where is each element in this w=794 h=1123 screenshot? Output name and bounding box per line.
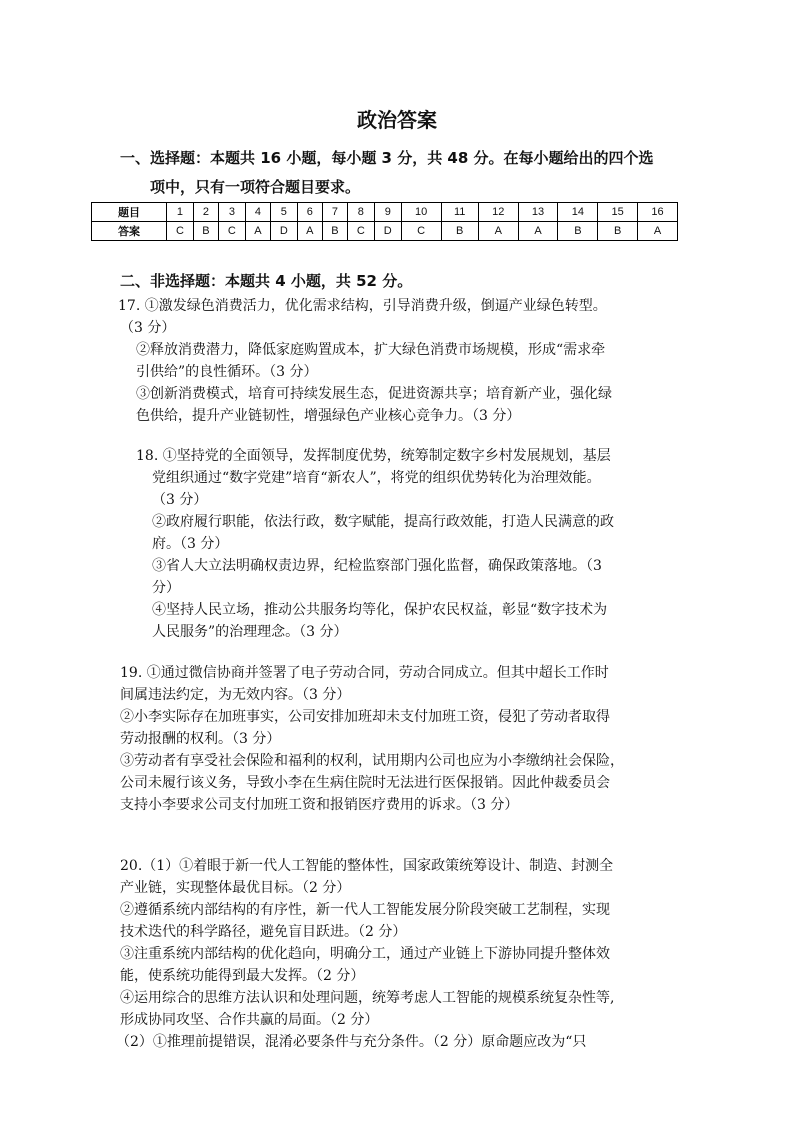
answer-cell: A <box>297 222 322 241</box>
answer-cell: D <box>270 222 297 241</box>
answer-cell: B <box>193 222 218 241</box>
answer-cell: B <box>441 222 478 241</box>
answer-cell: C <box>167 222 194 241</box>
question-row-label: 题目 <box>92 203 167 222</box>
q17-line: 引供给”的良性循环。（3 分） <box>136 364 318 380</box>
question-number-cell: 14 <box>558 203 598 222</box>
question-number-cell: 3 <box>218 203 245 222</box>
q19-line: 间属违法约定，为无效内容。（3 分） <box>120 687 351 703</box>
q18-line: 18. ①坚持党的全面领导，发挥制度优势，统筹制定数字乡村发展规划，基层 <box>136 448 611 464</box>
answer-cell: B <box>598 222 638 241</box>
answer-cell: B <box>558 222 598 241</box>
q20-line: 形成协同攻坚、合作共赢的局面。（2 分） <box>120 1012 379 1028</box>
q18-line: ③省人大立法明确权责边界，纪检监察部门强化监督，确保政策落地。（3 <box>152 558 602 574</box>
q17-line: ②释放消费潜力，降低家庭购置成本，扩大绿色消费市场规模，形成“需求牵 <box>136 342 606 358</box>
question-number-cell: 2 <box>193 203 218 222</box>
question-number-cell: 4 <box>245 203 270 222</box>
q19-line: ③劳动者有享受社会保险和福利的权利，试用期内公司也应为小李缴纳社会保险， <box>120 753 624 769</box>
answer-cell: C <box>401 222 441 241</box>
q20-line: 技术迭代的科学路径，避免盲目跃进。（2 分） <box>120 924 407 940</box>
q17-line: （3 分） <box>120 320 176 336</box>
q18-line: （3 分） <box>152 492 208 508</box>
q19-line: ②小李实际存在加班事实，公司安排加班却未支付加班工资，侵犯了劳动者取得 <box>120 709 610 725</box>
question-row <box>92 203 678 222</box>
answer-cell: D <box>374 222 401 241</box>
answer-cell: C <box>218 222 245 241</box>
q18-line: 人民服务”的治理理念。（3 分） <box>152 624 348 640</box>
q20-line: ②遵循系统内部结构的有序性，新一代人工智能发展分阶段突破工艺制程，实现 <box>120 902 610 918</box>
q17-line: 17. ①激发绿色消费活力，优化需求结构，引导消费升级，倒逼产业绿色转型。 <box>118 298 607 314</box>
question-number-cell: 13 <box>518 203 558 222</box>
question-number-cell: 6 <box>297 203 322 222</box>
answer-cell: A <box>478 222 518 241</box>
answer-cell: B <box>322 222 347 241</box>
q17-line: ③创新消费模式，培育可持续发展生态，促进资源共享；培育新产业，强化绿 <box>136 386 612 402</box>
q18-line: ②政府履行职能，依法行政，数字赋能，提高行政效能，打造人民满意的政 <box>152 514 614 530</box>
answer-row <box>92 222 678 241</box>
answer-cell: C <box>347 222 374 241</box>
question-number-cell: 16 <box>638 203 678 222</box>
question-number-cell: 15 <box>598 203 638 222</box>
section-2-heading: 二、非选择题：本题共 4 小题，共 52 分。 <box>120 272 413 290</box>
q18-line: 党组织通过“数字党建”培育“新农人”，将党的组织优势转化为治理效能。 <box>152 470 601 486</box>
question-number-cell: 12 <box>478 203 518 222</box>
section-1-heading-line2: 项中，只有一项符合题目要求。 <box>150 178 361 196</box>
q20-line: 能，使系统功能得到最大发挥。（2 分） <box>120 968 365 984</box>
question-number-cell: 1 <box>167 203 194 222</box>
q19-line: 支持小李要求公司支付加班工资和报销医疗费用的诉求。（3 分） <box>120 797 519 813</box>
q20-line: （2）①推理前提错误，混淆必要条件与充分条件。（2 分）原命题应改为“只 <box>116 1034 587 1050</box>
answer-cell: A <box>638 222 678 241</box>
q18-line: ④坚持人民立场，推动公共服务均等化，保护农民权益，彰显“数字技术为 <box>152 602 608 618</box>
question-number-cell: 5 <box>270 203 297 222</box>
question-number-cell: 7 <box>322 203 347 222</box>
q20-line: ④运用综合的思维方法认识和处理问题，统筹考虑人工智能的规模系统复杂性等, <box>120 990 615 1006</box>
q18-line: 府。（3 分） <box>152 536 229 552</box>
q19-line: 劳动报酬的权利。（3 分） <box>120 731 281 747</box>
answer-cell: A <box>518 222 558 241</box>
answer-table <box>91 202 678 241</box>
answer-row-label: 答案 <box>92 222 167 241</box>
question-number-cell: 8 <box>347 203 374 222</box>
question-number-cell: 11 <box>441 203 478 222</box>
q20-line: ③注重系统内部结构的优化趋向，明确分工，通过产业链上下游协同提升整体效 <box>120 946 610 962</box>
q19-line: 公司未履行该义务，导致小李在生病住院时无法进行医保报销。因此仲裁委员会 <box>120 775 610 791</box>
question-number-cell: 9 <box>374 203 401 222</box>
q20-line: 20.（1）①着眼于新一代人工智能的整体性，国家政策统筹设计、制造、封测全 <box>120 858 614 874</box>
q19-line: 19. ①通过微信协商并签署了电子劳动合同，劳动合同成立。但其中超长工作时 <box>120 665 609 681</box>
section-1-heading-line1: 一、选择题：本题共 16 小题，每小题 3 分，共 48 分。在每小题给出的四个选 <box>120 149 654 167</box>
answer-cell: A <box>245 222 270 241</box>
q20-line: 产业链，实现整体最优目标。（2 分） <box>120 880 351 896</box>
question-number-cell: 10 <box>401 203 441 222</box>
page-title: 政治答案 <box>357 108 437 132</box>
q17-line: 色供给，提升产业链韧性，增强绿色产业核心竞争力。（3 分） <box>136 408 521 424</box>
q18-line: 分） <box>152 580 180 596</box>
